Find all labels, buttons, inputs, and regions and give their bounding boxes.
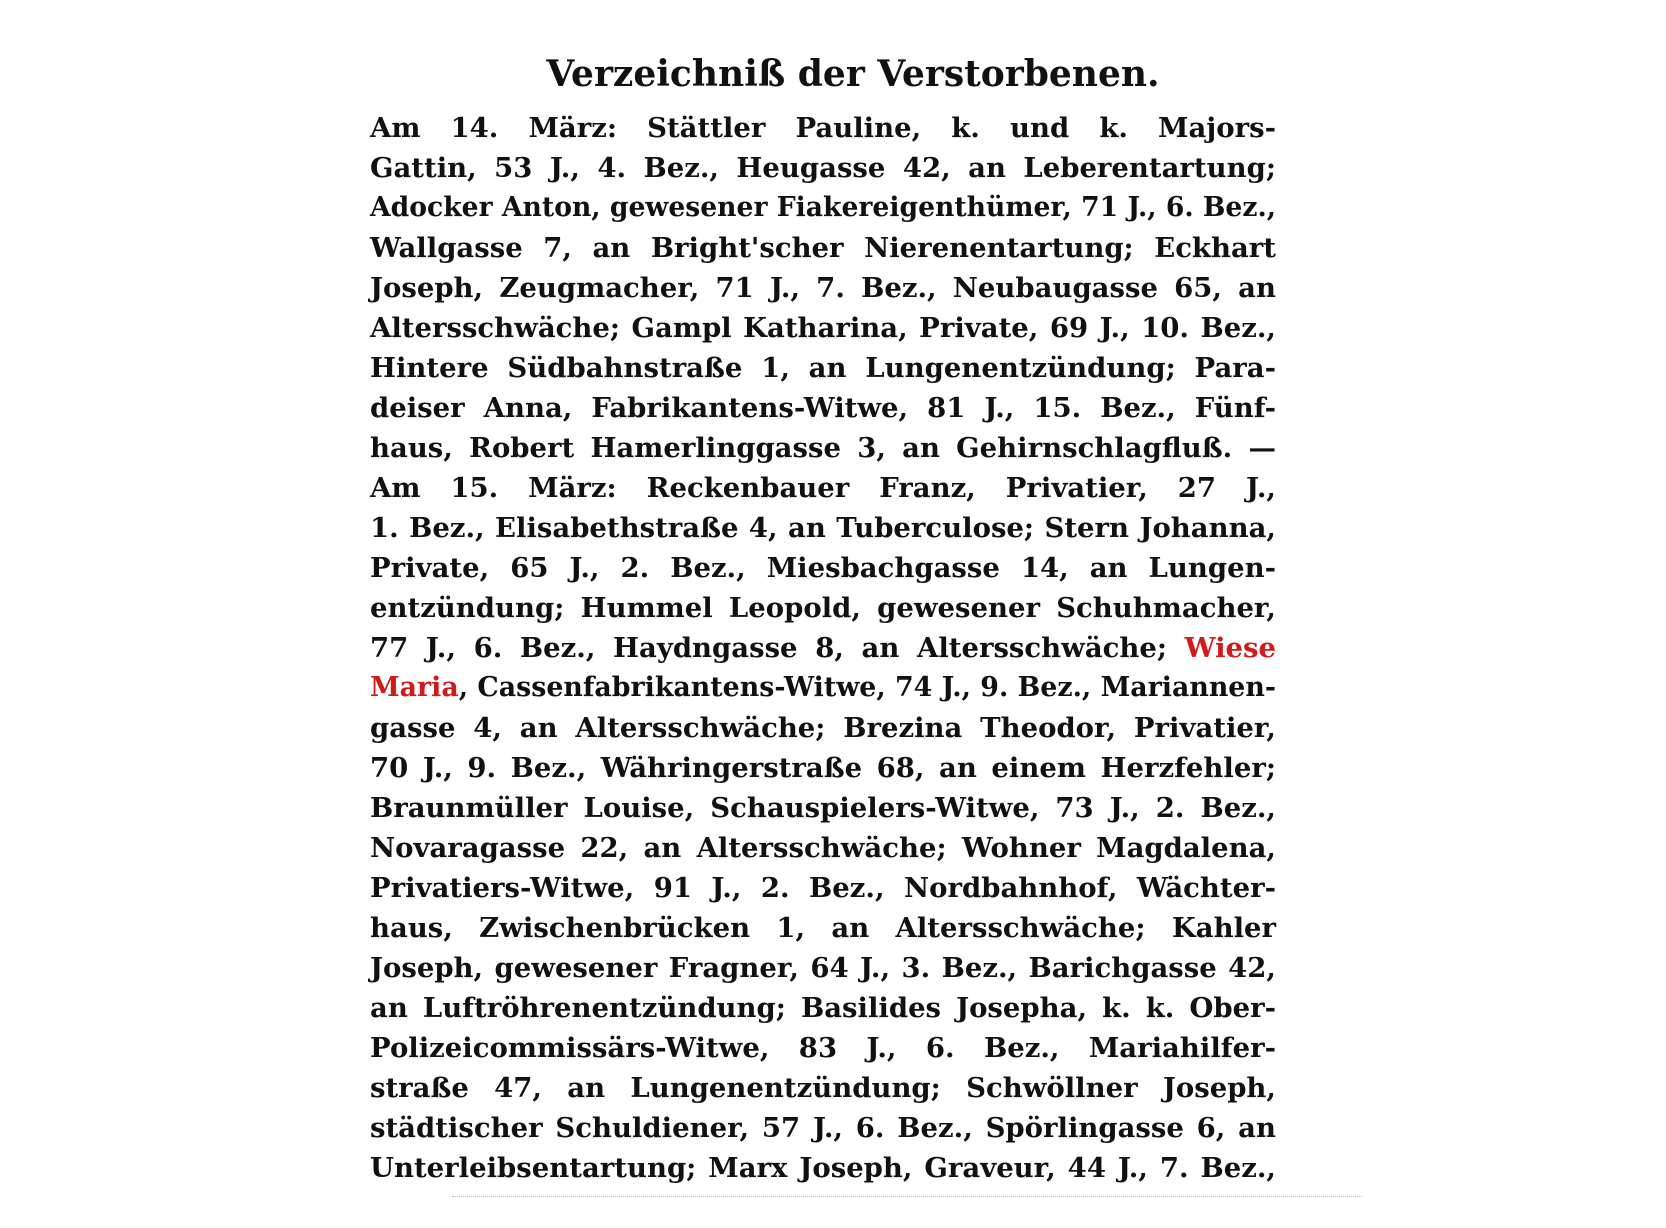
text-line [370, 468, 1276, 508]
text-segment: 70 J., 9. Bez., Währingerstraße 68, an einem Herzfehler; [370, 752, 1276, 784]
text-segment: Unterleibsentartung; Marx Joseph, Graveur, 44 J., 7. Bez., [370, 1152, 1276, 1184]
text-segment: Am 14. März: Stättler Pauline, k. und k. Majors- [370, 112, 1276, 144]
text-line [370, 868, 1276, 908]
text-segment: Gattin, 53 J., 4. Bez., Heugasse 42, an Leberentartung; [370, 152, 1276, 184]
text-line [370, 908, 1276, 948]
text-segment: gasse 4, an Altersschwäche; Brezina Theodor, Privatier, [370, 712, 1276, 744]
text-segment: Wallgasse 7, an Bright'scher Nierenentartung; Eckhart [370, 232, 1276, 264]
text-segment: haus, Robert Hamerlinggasse 3, an Gehirnschlagfluß. — [370, 432, 1276, 464]
text-line [370, 548, 1276, 588]
text-line [370, 428, 1276, 468]
text-segment: Polizeicommissärs-Witwe, 83 J., 6. Bez., Mariahilfer- [370, 1032, 1276, 1064]
text-segment: Joseph, gewesener Fragner, 64 J., 3. Bez., Barichgasse 42, [370, 952, 1276, 984]
highlighted-name: Maria [370, 672, 459, 703]
highlighted-name: Wiese [1184, 632, 1276, 664]
text-line [370, 108, 1276, 148]
text-line [370, 348, 1276, 388]
text-line [370, 1148, 1276, 1188]
text-line [370, 628, 1276, 668]
text-segment: Braunmüller Louise, Schauspielers-Witwe, 73 J., 2. Bez., [370, 792, 1276, 824]
text-line [370, 828, 1276, 868]
text-segment: 1. Bez., Elisabethstraße 4, an Tuberculose; Stern Johanna, [370, 512, 1276, 544]
text-segment: deiser Anna, Fabrikantens-Witwe, 81 J., 15. Bez., Fünf- [370, 392, 1276, 424]
text-segment: an Luftröhrenentzündung; Basilides Josepha, k. k. Ober- [370, 992, 1276, 1024]
text-segment: Joseph, Zeugmacher, 71 J., 7. Bez., Neubaugasse 65, an [370, 272, 1276, 304]
text-line [370, 708, 1276, 748]
text-line [370, 508, 1276, 548]
text-line [370, 188, 1276, 228]
document-heading: Verzeichniß der Verstorbenen. [546, 53, 1160, 95]
text-segment: entzündung; Hummel Leopold, gewesener Schuhmacher, [370, 592, 1276, 624]
obituary-text-block [370, 108, 1360, 1188]
text-line [370, 268, 1276, 308]
text-segment: haus, Zwischenbrücken 1, an Altersschwäche; Kahler [370, 912, 1276, 944]
text-segment: Privatiers-Witwe, 91 J., 2. Bez., Nordbahnhof, Wächter- [370, 872, 1276, 904]
text-segment: 77 J., 6. Bez., Haydngasse 8, an Altersschwäche; [370, 632, 1185, 664]
text-line [370, 228, 1276, 268]
text-segment: Altersschwäche; Gampl Katharina, Private, 69 J., 10. Bez., [370, 312, 1276, 344]
text-line [370, 1068, 1276, 1108]
text-segment: Private, 65 J., 2. Bez., Miesbachgasse 14, an Lungen- [370, 552, 1276, 584]
text-column [370, 44, 1360, 1188]
text-line [370, 1108, 1276, 1148]
text-line [370, 788, 1276, 828]
text-line [370, 948, 1276, 988]
text-line [370, 988, 1276, 1028]
text-segment: Adocker Anton, gewesener Fiakereigenthümer, 71 J., 6. Bez., [370, 192, 1276, 223]
text-segment: straße 47, an Lungenentzündung; Schwöllner Joseph, [370, 1072, 1276, 1104]
text-line [370, 588, 1276, 628]
text-line [370, 308, 1276, 348]
text-line [370, 668, 1276, 708]
text-segment: Hintere Südbahnstraße 1, an Lungenentzündung; Para- [370, 352, 1276, 384]
text-line [370, 748, 1276, 788]
text-segment: städtischer Schuldiener, 57 J., 6. Bez., Spörlingasse 6, an [370, 1112, 1276, 1144]
text-line [370, 388, 1276, 428]
text-segment: Novaragasse 22, an Altersschwäche; Wohner Magdalena, [370, 832, 1276, 864]
bottom-edge-dots [452, 1196, 1362, 1198]
text-line [370, 1028, 1276, 1068]
text-segment: Am 15. März: Reckenbauer Franz, Privatier, 27 J., [370, 472, 1276, 504]
text-segment: , Cassenfabrikantens-Witwe, 74 J., 9. Bez., Mariannen- [458, 672, 1276, 703]
text-line [370, 148, 1276, 188]
